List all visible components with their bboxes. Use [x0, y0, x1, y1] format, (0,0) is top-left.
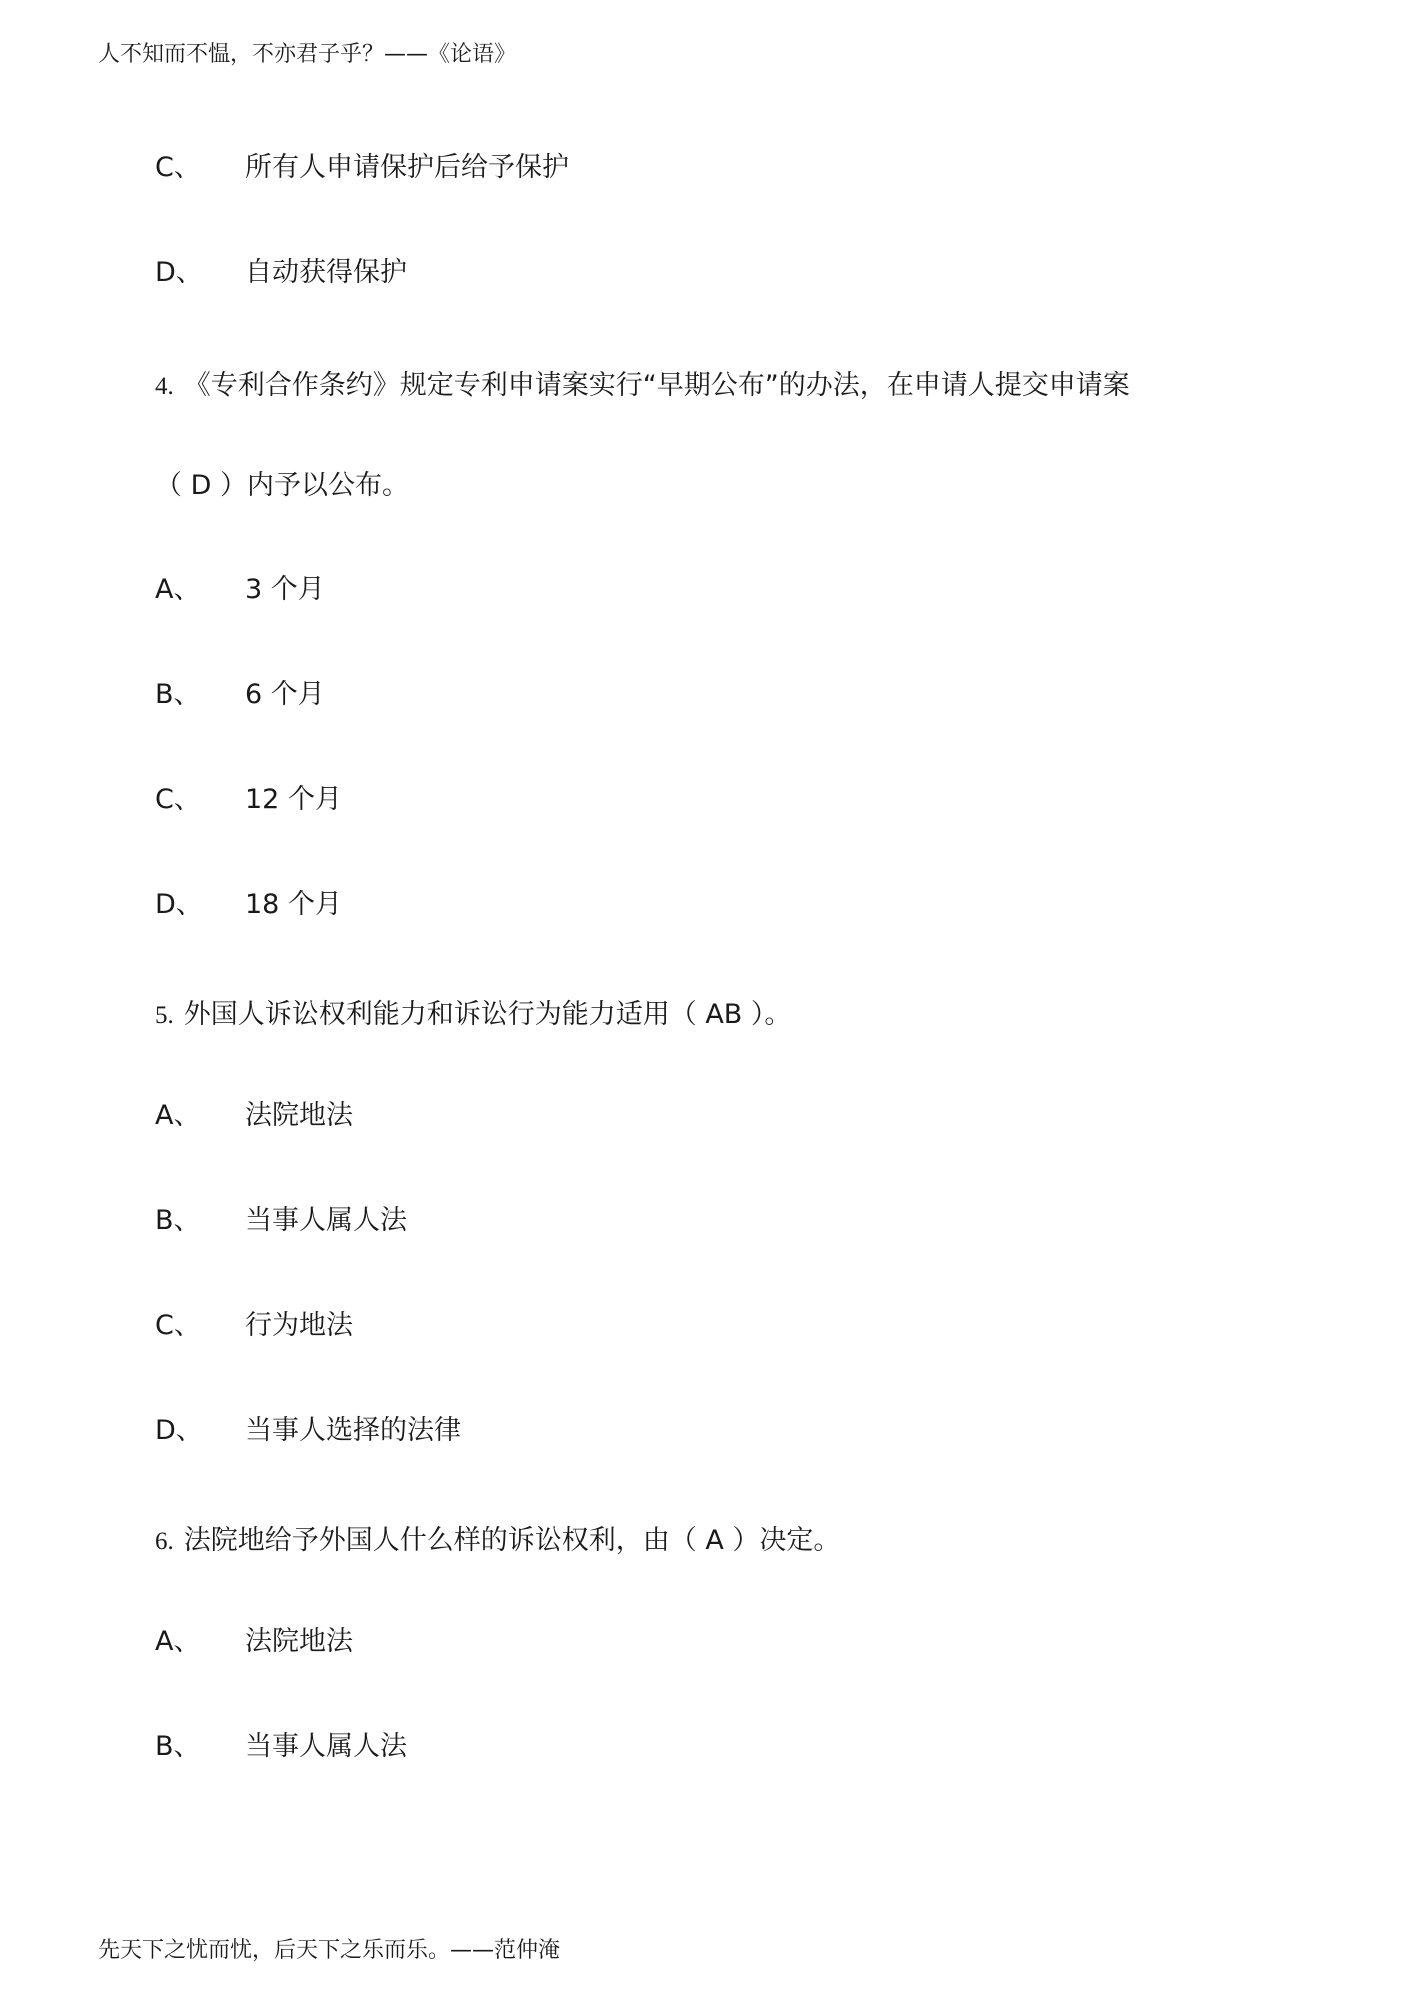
option-letter: B、	[155, 1205, 201, 1236]
option-text: 当事人选择的法律	[245, 1415, 461, 1446]
option-letter: D、	[155, 1415, 203, 1446]
question-stem	[155, 366, 1130, 406]
option-row	[155, 1306, 353, 1346]
option-text: 自动获得保护	[245, 257, 407, 288]
option-text: 法院地法	[245, 1100, 353, 1131]
option-row	[155, 1411, 461, 1451]
option-text: 6 个月	[245, 679, 325, 710]
question-number: 5.	[155, 1002, 174, 1029]
question-stem	[155, 995, 791, 1035]
option-text: 12 个月	[245, 784, 342, 815]
option-text: 法院地法	[245, 1626, 353, 1657]
question-number: 4.	[155, 373, 174, 400]
header-quote: 人不知而不愠，不亦君子乎？——《论语》	[98, 42, 517, 67]
option-row	[155, 1727, 407, 1767]
option-letter: A、	[155, 1100, 201, 1131]
option-row	[155, 253, 407, 293]
option-letter: C、	[155, 784, 201, 815]
option-row	[155, 148, 569, 188]
option-text: 行为地法	[245, 1310, 353, 1341]
option-letter: D、	[155, 257, 203, 288]
option-row	[155, 675, 325, 715]
option-text: 当事人属人法	[245, 1731, 407, 1762]
question-text: 外国人诉讼权利能力和诉讼行为能力适用（ AB ）。	[183, 999, 792, 1030]
option-letter: D、	[155, 889, 203, 920]
option-text: 所有人申请保护后给予保护	[245, 152, 569, 183]
option-text: 3 个月	[245, 574, 325, 605]
option-letter: C、	[155, 1310, 201, 1341]
option-letter: B、	[155, 679, 201, 710]
option-letter: C、	[155, 152, 201, 183]
question-stem-continued: （ D ）内予以公布。	[155, 470, 409, 501]
option-row	[155, 780, 342, 820]
option-letter: A、	[155, 1626, 201, 1657]
question-text: 《专利合作条约》规定专利申请案实行“早期公布”的办法，在申请人提交申请案	[183, 370, 1130, 401]
option-row	[155, 1622, 353, 1662]
question-text: 法院地给予外国人什么样的诉讼权利，由（ A ）决定。	[183, 1525, 841, 1556]
option-row	[155, 570, 325, 610]
question-stem	[155, 1521, 840, 1561]
option-text: 当事人属人法	[245, 1205, 407, 1236]
question-number: 6.	[155, 1528, 174, 1555]
option-row	[155, 885, 342, 925]
option-letter: A、	[155, 574, 201, 605]
option-letter: B、	[155, 1731, 201, 1762]
option-row	[155, 1201, 407, 1241]
footer-quote: 先天下之忧而忧，后天下之乐而乐。——范仲淹	[98, 1938, 561, 1963]
option-text: 18 个月	[245, 889, 342, 920]
option-row	[155, 1096, 353, 1136]
